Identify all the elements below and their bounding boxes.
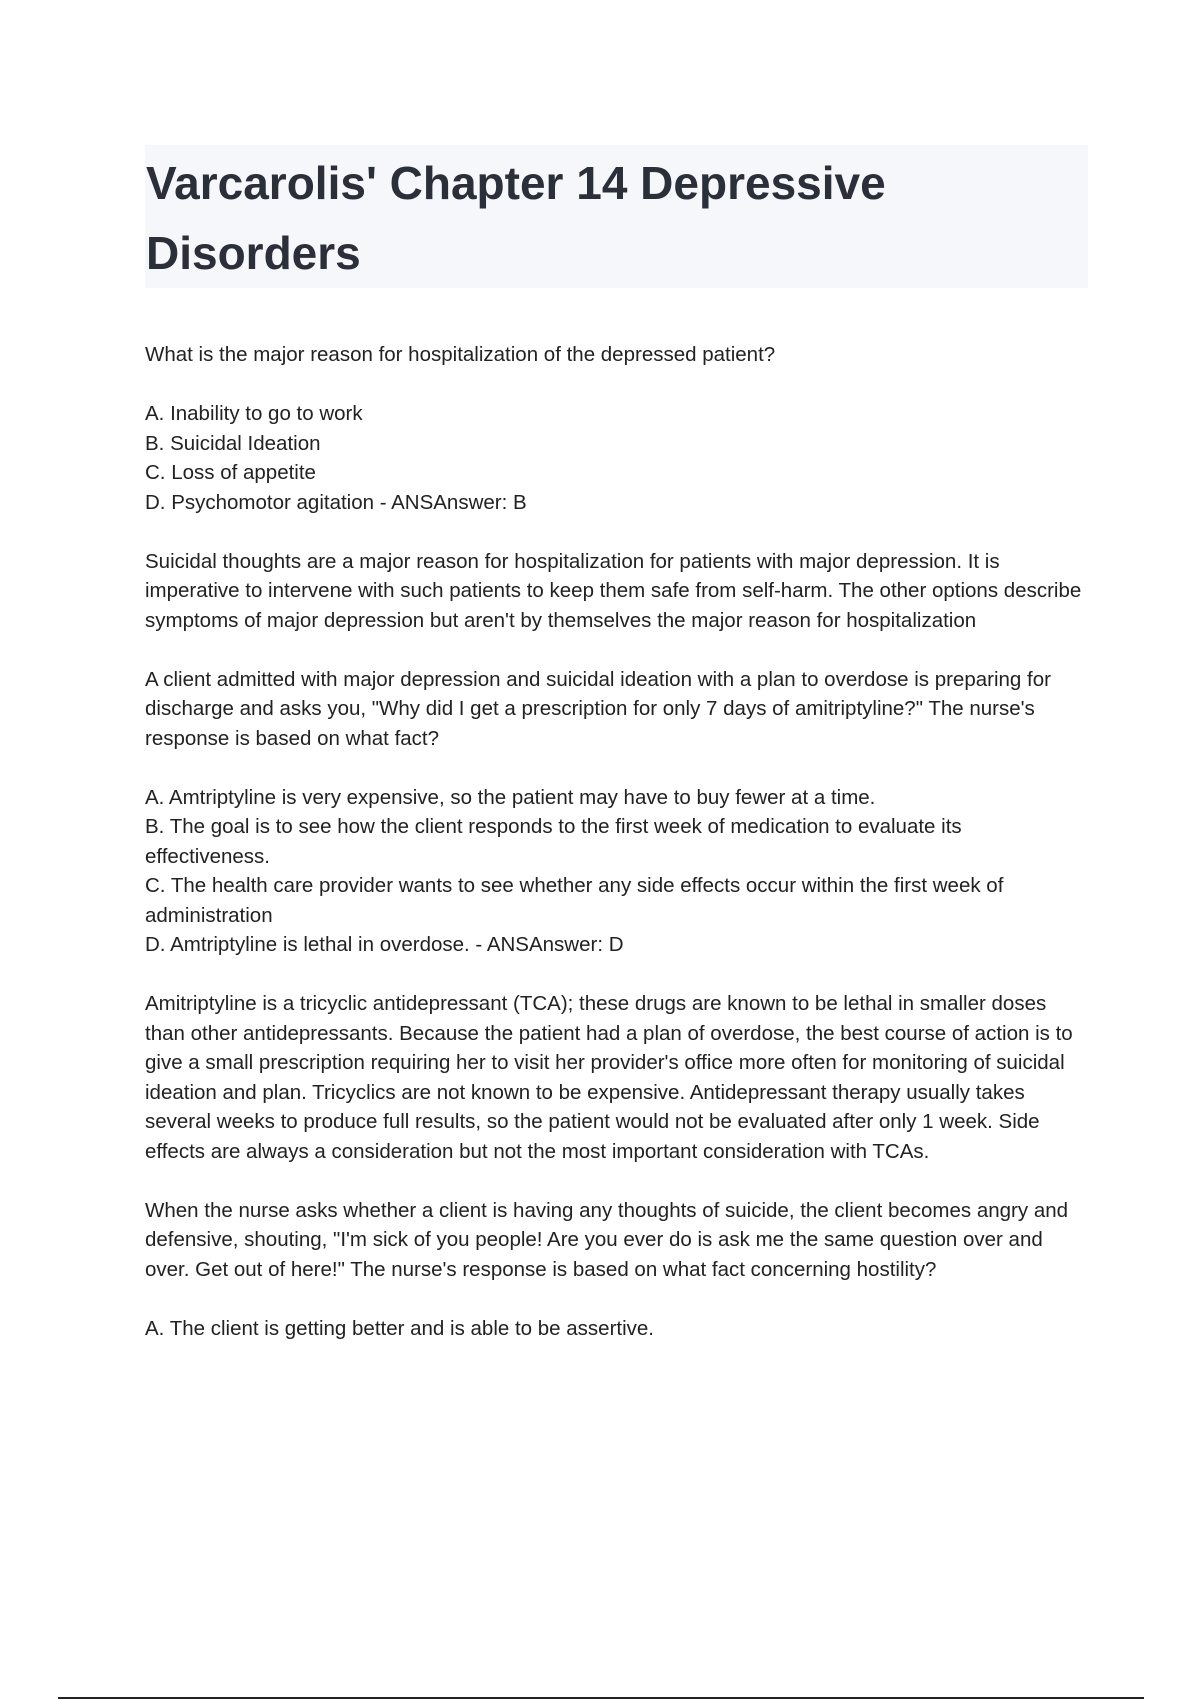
footer-divider xyxy=(58,1697,1144,1699)
q1-option-d-answer: D. Psychomotor agitation - ANSAnswer: B xyxy=(145,490,527,514)
q3-option-a: A. The client is getting better and is able to be assertive. xyxy=(145,1316,654,1340)
q2-option-b: B. The goal is to see how the client responds to the first week of medication to evaluate its effectiveness. xyxy=(145,815,962,868)
q2-question: A client admitted with major depression and suicidal ideation with a plan to overdose is preparing for discharge and asks you, "Why did I get a prescription for only 7 days of amitriptyline?" The nurse's response is based on what fact? xyxy=(145,667,1051,750)
q3-options xyxy=(145,1314,1085,1344)
q1-question: What is the major reason for hospitalization of the depressed patient? xyxy=(145,343,776,366)
q2-option-d-answer: D. Amtriptyline is lethal in overdose. - ANSAnswer: D xyxy=(145,933,624,956)
q2-option-a: A. Amtriptyline is very expensive, so the patient may have to buy fewer at a time. xyxy=(145,785,876,809)
page-title: Varcarolis' Chapter 14 Depressive Disorders xyxy=(146,157,886,279)
q1-option-c: C. Loss of appetite xyxy=(145,461,316,484)
q1-option-b: B. Suicidal Ideation xyxy=(145,431,321,455)
document-body xyxy=(145,340,1085,1373)
q3-question: When the nurse asks whether a client is having any thoughts of suicide, the client becomes angry and defensive, shouting, "I'm sick of you people! Are you ever do is ask me the same question over and over. Get out of here!" The nurse's response is based on what fact concerning hostility? xyxy=(145,1198,1069,1281)
q1-rationale: Suicidal thoughts are a major reason for hospitalization for patients with major depression. It is imperative to intervene with such patients to keep them safe from self-harm. The other options describe symptoms of major depression but aren't by themselves the major reason for hospitalization xyxy=(145,549,1082,632)
q2-options xyxy=(145,783,1085,960)
title-block xyxy=(145,145,1088,288)
q2-option-c: C. The health care provider wants to see whether any side effects occur within the first week of administration xyxy=(145,874,1004,927)
q2-rationale: Amitriptyline is a tricyclic antidepressant (TCA); these drugs are known to be lethal in smaller doses than other antidepressants. Because the patient had a plan of overdose, the best course of action is to give a small prescription requiring her to visit her provider's office more often for monitoring of suicidal ideation and plan. Tricyclics are not known to be expensive. Antidepressant therapy usually takes several weeks to produce full results, so the patient would not be evaluated after only 1 week. Side effects are always a consideration but not the most important consideration with TCAs. xyxy=(145,992,1073,1163)
q1-option-a: A. Inability to go to work xyxy=(145,402,363,425)
q1-options xyxy=(145,399,1085,517)
